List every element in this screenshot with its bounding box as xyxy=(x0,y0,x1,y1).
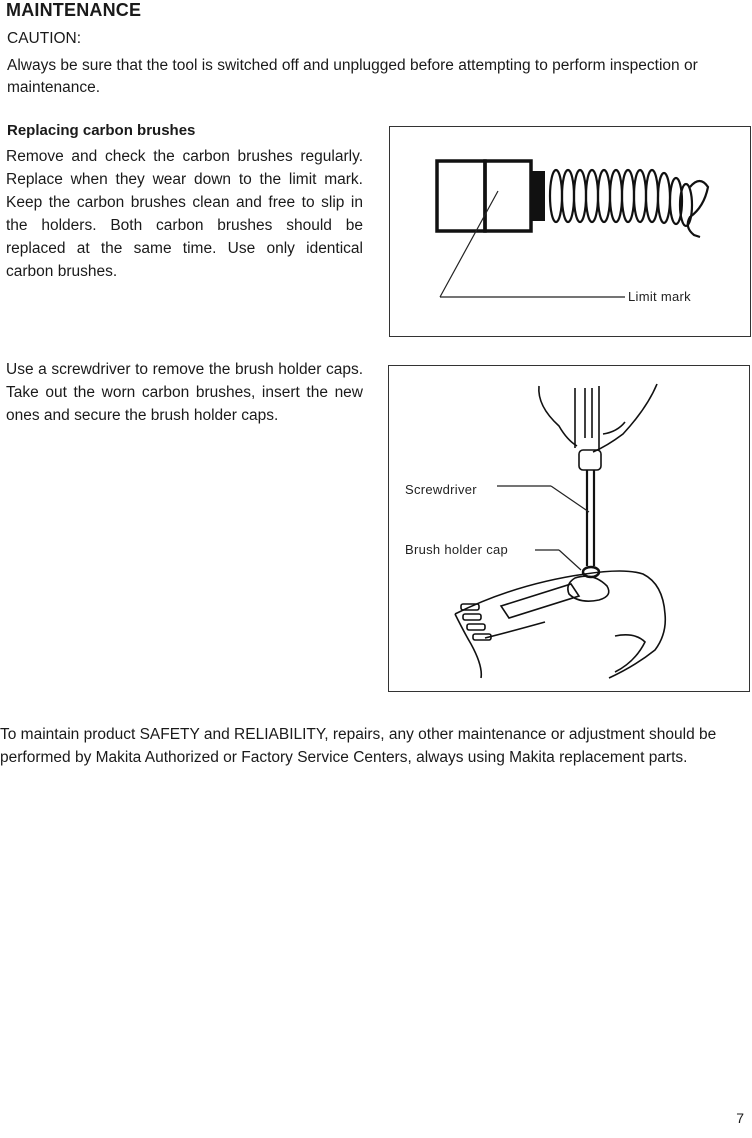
carbon-brush-figure xyxy=(389,126,751,337)
limit-mark-label: Limit mark xyxy=(628,289,691,304)
page-number: 7 xyxy=(736,1110,744,1126)
page-title: MAINTENANCE xyxy=(6,0,142,20)
carbon-brushes-heading: Replacing carbon brushes xyxy=(7,122,196,139)
carbon-brushes-paragraph: Remove and check the carbon brushes regularly. Replace when they wear down to the limit mark. Keep the carbon brushes clean and free to slip in the holders. Both carbon brushes should be replaced at the same time. Use only identical carbon brushes. xyxy=(6,148,363,280)
screwdriver-label: Screwdriver xyxy=(405,482,477,497)
screwdriver-figure xyxy=(388,365,750,692)
carbon-brush-illustration xyxy=(390,127,750,336)
screwdriver-illustration xyxy=(389,366,749,691)
brush-holder-paragraph: Use a screwdriver to remove the brush holder caps. Take out the worn carbon brushes, insert the new ones and secure the brush holder caps. xyxy=(6,361,363,424)
caution-label: CAUTION: xyxy=(7,30,82,47)
caution-text: Always be sure that the tool is switched off and unplugged before attempting to perform inspection or maintenance. xyxy=(7,57,698,96)
safety-paragraph: To maintain product SAFETY and RELIABILITY, repairs, any other maintenance or adjustment should be performed by Makita Authorized or Factory Service Centers, always using Makita replacement parts. xyxy=(0,726,717,766)
brush-holder-cap-label: Brush holder cap xyxy=(405,542,509,557)
